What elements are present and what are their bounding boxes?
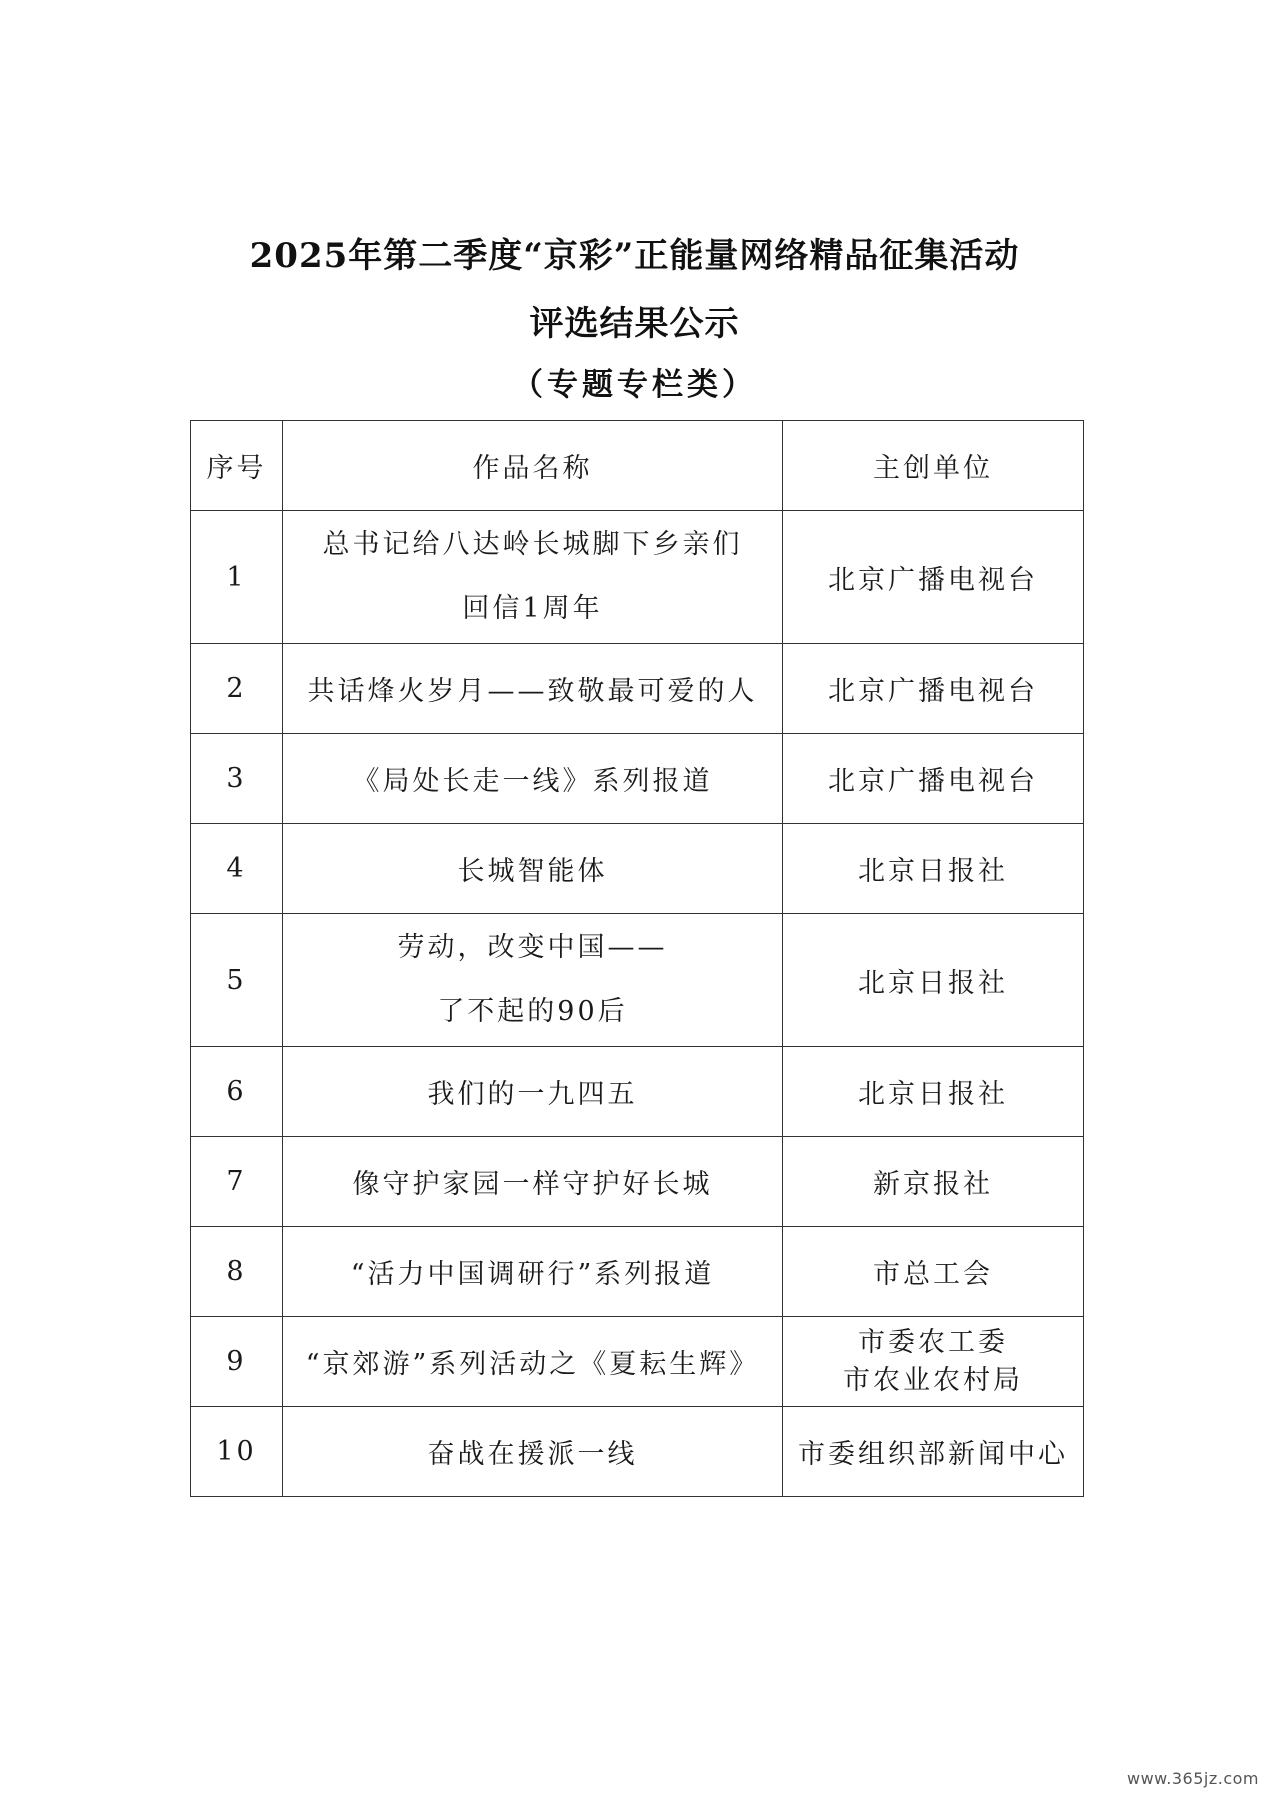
header-creator-unit: 主创单位 [783, 421, 1084, 511]
work-title-line: 《局处长走一线》系列报道 [352, 766, 713, 797]
title-line-1: 2025年第二季度“京彩”正能量网络精品征集活动 [249, 236, 1020, 276]
work-title-line: 回信1周年 [462, 593, 603, 624]
document-title [0, 222, 1269, 358]
unit-line: 北京广播电视台 [828, 766, 1038, 797]
table-row [191, 1317, 1084, 1407]
table-row [191, 824, 1084, 914]
row-work-title [283, 1317, 783, 1407]
table-row [191, 734, 1084, 824]
title-line-2: 评选结果公示 [529, 304, 740, 344]
row-creator-unit [783, 824, 1084, 914]
work-title-line: “京郊游”系列活动之《夏耘生辉》 [305, 1349, 760, 1380]
row-creator-unit [783, 914, 1084, 1047]
work-title-line: 像守护家园一样守护好长城 [352, 1169, 713, 1200]
unit-line: 北京广播电视台 [828, 564, 1038, 596]
table-row [191, 1407, 1084, 1497]
work-title-line: 劳动，改变中国—— [397, 932, 668, 963]
unit-line: 市委农工委 [858, 1326, 1008, 1358]
unit-line: 新京报社 [873, 1169, 993, 1200]
table-row [191, 644, 1084, 734]
row-number: 10 [191, 1407, 283, 1497]
row-creator-unit [783, 1317, 1084, 1407]
row-number: 1 [191, 511, 283, 644]
row-number: 9 [191, 1317, 283, 1407]
work-title-line: “活力中国调研行”系列报道 [350, 1259, 715, 1290]
row-work-title [283, 1227, 783, 1317]
row-creator-unit [783, 734, 1084, 824]
unit-line: 北京日报社 [858, 856, 1008, 887]
row-creator-unit [783, 1407, 1084, 1497]
row-work-title [283, 734, 783, 824]
work-title-line: 我们的一九四五 [427, 1079, 638, 1110]
table-row [191, 511, 1084, 644]
row-work-title [283, 914, 783, 1047]
unit-line: 北京日报社 [858, 1079, 1008, 1110]
table-row [191, 914, 1084, 1047]
table-row [191, 1227, 1084, 1317]
work-title-line: 奋战在援派一线 [427, 1439, 638, 1470]
row-number: 7 [191, 1137, 283, 1227]
table-row [191, 1047, 1084, 1137]
site-watermark: www.365jz.com [1126, 1769, 1259, 1788]
row-work-title [283, 824, 783, 914]
header-work-title: 作品名称 [283, 421, 783, 511]
row-work-title [283, 1407, 783, 1497]
work-title-line: 总书记给八达岭长城脚下乡亲们 [322, 529, 743, 560]
results-table [190, 420, 1084, 1497]
work-title-line: 长城智能体 [457, 856, 608, 887]
unit-line: 市委组织部新闻中心 [798, 1439, 1068, 1470]
work-title-line: 共话烽火岁月——致敬最可爱的人 [307, 676, 758, 707]
row-creator-unit [783, 644, 1084, 734]
row-number: 5 [191, 914, 283, 1047]
row-number: 2 [191, 644, 283, 734]
row-number: 3 [191, 734, 283, 824]
row-work-title [283, 1137, 783, 1227]
row-creator-unit [783, 1047, 1084, 1137]
table-row [191, 1137, 1084, 1227]
row-work-title [283, 1047, 783, 1137]
unit-line: 市农业农村局 [843, 1364, 1023, 1396]
row-creator-unit [783, 1227, 1084, 1317]
row-number: 8 [191, 1227, 283, 1317]
work-title-line: 了不起的90后 [437, 996, 628, 1027]
table-header-row [191, 421, 1084, 511]
row-work-title [283, 644, 783, 734]
unit-line: 北京日报社 [858, 967, 1008, 999]
row-work-title [283, 511, 783, 644]
row-creator-unit [783, 511, 1084, 644]
header-number: 序号 [191, 421, 283, 511]
category-subtitle: （专题专栏类） [512, 367, 757, 403]
row-number: 4 [191, 824, 283, 914]
row-creator-unit [783, 1137, 1084, 1227]
unit-line: 市总工会 [873, 1259, 993, 1290]
unit-line: 北京广播电视台 [828, 676, 1038, 707]
row-number: 6 [191, 1047, 283, 1137]
